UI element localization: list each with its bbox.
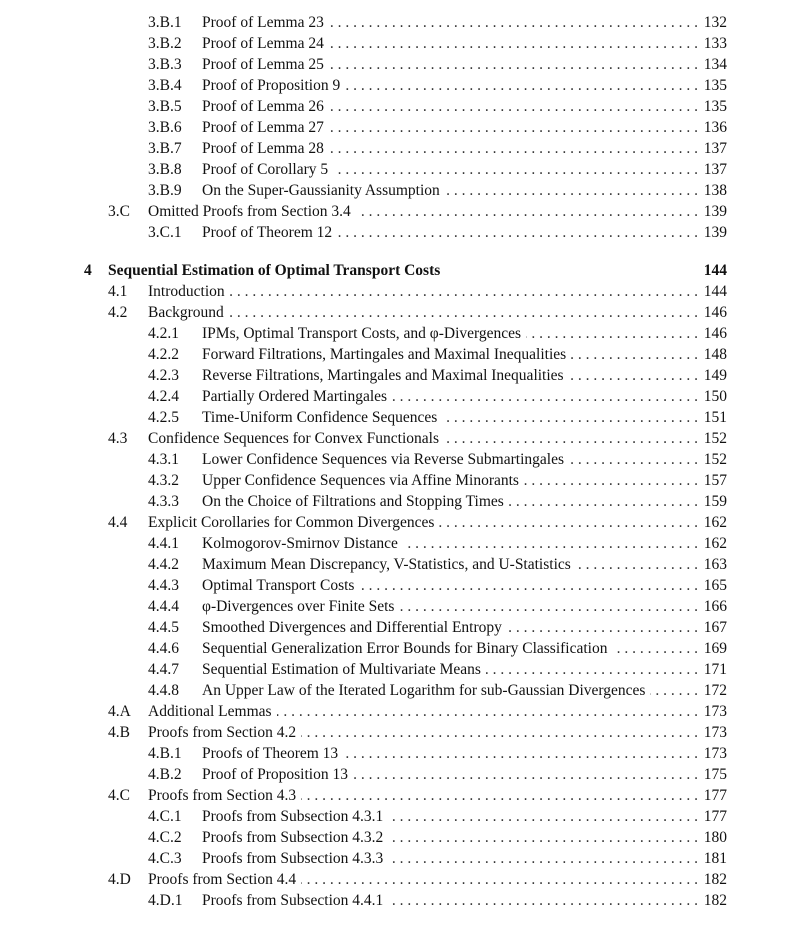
toc-entry-number: 4.4.2: [148, 556, 179, 573]
toc-subsection-entry[interactable]: [0, 365, 798, 386]
toc-entry-title: Proofs from Section 4.4: [148, 869, 301, 890]
toc-entry-title: Proof of Lemma 24: [202, 33, 329, 54]
toc-page-number: 159: [703, 493, 727, 510]
toc-entry-number: 4.2.2: [148, 346, 179, 363]
toc-entry-number: 4.4.6: [148, 640, 179, 657]
toc-section-entry[interactable]: [0, 281, 798, 302]
toc-page-number: 167: [703, 619, 727, 636]
toc-page-number: 173: [703, 703, 727, 720]
toc-page-number: 171: [703, 661, 727, 678]
toc-page-number: 157: [703, 472, 727, 489]
toc-entry-number: 4.D.1: [148, 892, 183, 909]
toc-dot-leader: [148, 302, 698, 323]
toc-entry-title: Proofs from Subsection 4.3.3: [202, 848, 388, 869]
toc-entry-number: 3.C.1: [148, 224, 182, 241]
toc-entry-title: An Upper Law of the Iterated Logarithm for sub-Gaussian Divergences: [202, 680, 650, 701]
toc-page-number: 177: [703, 808, 727, 825]
toc-page-number: 166: [703, 598, 727, 615]
toc-entry-title: Smoothed Divergences and Differential Entropy: [202, 617, 507, 638]
toc-entry-title: On the Super-Gaussianity Assumption: [202, 180, 445, 201]
toc-page-number: 137: [703, 140, 727, 157]
toc-subsection-entry[interactable]: [0, 407, 798, 428]
toc-subsection-entry[interactable]: [0, 33, 798, 54]
toc-section-entry[interactable]: [0, 722, 798, 743]
toc-entry-title: Upper Confidence Sequences via Affine Minorants: [202, 470, 524, 491]
toc-section-entry[interactable]: [0, 701, 798, 722]
toc-entry-number: 4.2.5: [148, 409, 179, 426]
toc-page-number: 135: [703, 77, 727, 94]
toc-entry-title: Proofs from Section 4.2: [148, 722, 301, 743]
toc-page-number: 144: [703, 262, 727, 279]
toc-entry-title: Proofs from Section 4.3: [148, 785, 301, 806]
toc-page-number: 148: [703, 346, 727, 363]
toc-subsection-entry[interactable]: [0, 54, 798, 75]
toc-entry-title: Introduction: [148, 281, 230, 302]
toc-subsection-entry[interactable]: [0, 491, 798, 512]
chapter-gap: [0, 243, 798, 260]
toc-entry-number: 3.B.4: [148, 77, 182, 94]
toc-entry-number: 4.D: [108, 871, 131, 888]
toc-entry-title: Sequential Generalization Error Bounds for Binary Classification: [202, 638, 612, 659]
toc-subsection-entry[interactable]: [0, 827, 798, 848]
toc-section-entry[interactable]: [0, 785, 798, 806]
toc-page-number: 133: [703, 35, 727, 52]
toc-entry-number: 4.3.1: [148, 451, 179, 468]
toc-page-number: 152: [703, 451, 727, 468]
toc-entry-number: 3.B.1: [148, 14, 182, 31]
toc-page-number: 150: [703, 388, 727, 405]
toc-subsection-entry[interactable]: [0, 12, 798, 33]
toc-entry-title: Background: [148, 302, 229, 323]
toc-entry-title: Sequential Estimation of Multivariate Means: [202, 659, 486, 680]
toc-page-number: 162: [703, 514, 727, 531]
toc-subsection-entry[interactable]: [0, 554, 798, 575]
toc-entry-title: On the Choice of Filtrations and Stopping Times: [202, 491, 509, 512]
toc-entry-number: 3.B.5: [148, 98, 182, 115]
toc-entry-title: Omitted Proofs from Section 3.4: [148, 201, 356, 222]
toc-page-number: 138: [703, 182, 727, 199]
toc-page-number: 180: [703, 829, 727, 846]
toc-page-number: 139: [703, 203, 727, 220]
toc-entry-number: 3.B.2: [148, 35, 182, 52]
toc-entry-number: 4.B.1: [148, 745, 182, 762]
toc-subsection-entry[interactable]: [0, 638, 798, 659]
toc-page-number: 163: [703, 556, 727, 573]
toc-entry-number: 4.C: [108, 787, 130, 804]
toc-subsection-entry[interactable]: [0, 117, 798, 138]
toc-entry-number: 4.2: [108, 304, 128, 321]
toc-entry-title: Proof of Corollary 5: [202, 159, 333, 180]
toc-page-number: 146: [703, 304, 727, 321]
toc-subsection-entry[interactable]: [0, 96, 798, 117]
toc-section-entry[interactable]: [0, 302, 798, 323]
toc-entry-title: Proof of Theorem 12: [202, 222, 337, 243]
toc-section-entry[interactable]: [0, 428, 798, 449]
toc-entry-title: Optimal Transport Costs: [202, 575, 359, 596]
toc-subsection-entry[interactable]: [0, 449, 798, 470]
toc-entry-number: 4.4.7: [148, 661, 179, 678]
toc-entry-number: 4.2.1: [148, 325, 179, 342]
toc-block-chapter-3-tail: [0, 12, 798, 243]
toc-entry-number: 4.4: [108, 514, 128, 531]
toc-page-number: 146: [703, 325, 727, 342]
toc-entry-number: 4.2.4: [148, 388, 179, 405]
toc-entry-number: 4.3: [108, 430, 128, 447]
toc-subsection-entry[interactable]: [0, 75, 798, 96]
toc-page-number: 139: [703, 224, 727, 241]
toc-subsection-entry[interactable]: [0, 659, 798, 680]
toc-subsection-entry[interactable]: [0, 680, 798, 701]
toc-subsection-entry[interactable]: [0, 470, 798, 491]
toc-page-number: 172: [703, 682, 727, 699]
toc-subsection-entry[interactable]: [0, 764, 798, 785]
toc-entry-title: Proof of Lemma 23: [202, 12, 329, 33]
toc-dot-leader: [148, 281, 698, 302]
toc-entry-number: 3.C: [108, 203, 130, 220]
toc-subsection-entry[interactable]: [0, 180, 798, 201]
toc-page-number: 137: [703, 161, 727, 178]
toc-entry-number: 4.C.3: [148, 850, 182, 867]
toc-page-number: 175: [703, 766, 727, 783]
toc-entry-number: 4.B.2: [148, 766, 182, 783]
toc-page-number: 173: [703, 745, 727, 762]
toc-entry-title: Lower Confidence Sequences via Reverse Submartingales: [202, 449, 569, 470]
toc-entry-title: Proofs from Subsection 4.3.1: [202, 806, 388, 827]
toc-entry-title: Proof of Proposition 9: [202, 75, 345, 96]
toc-subsection-entry[interactable]: [0, 344, 798, 365]
toc-block-chapter-4: [0, 260, 798, 911]
toc-entry-number: 4.B: [108, 724, 130, 741]
toc-page-number: 177: [703, 787, 727, 804]
toc-entry-number: 4.4.8: [148, 682, 179, 699]
toc-subsection-entry[interactable]: [0, 533, 798, 554]
toc-subsection-entry[interactable]: [0, 596, 798, 617]
toc-entry-number: 3.B.9: [148, 182, 182, 199]
toc-subsection-entry[interactable]: [0, 890, 798, 911]
toc-subsection-entry[interactable]: [0, 138, 798, 159]
toc-entry-title: IPMs, Optimal Transport Costs, and φ-Divergences: [202, 323, 526, 344]
toc-entry-title: Additional Lemmas: [148, 701, 277, 722]
toc-page-number: 169: [703, 640, 727, 657]
toc-entry-number: 3.B.7: [148, 140, 182, 157]
table-of-contents: [0, 12, 798, 911]
toc-page-number: 173: [703, 724, 727, 741]
toc-page-number: 144: [703, 283, 727, 300]
toc-subsection-entry[interactable]: [0, 159, 798, 180]
toc-page-number: 136: [703, 119, 727, 136]
toc-entry-title: Sequential Estimation of Optimal Transport Costs: [108, 260, 445, 281]
toc-entry-number: 4.4.4: [148, 598, 179, 615]
toc-entry-title: Proofs from Subsection 4.3.2: [202, 827, 388, 848]
toc-page-number: 135: [703, 98, 727, 115]
toc-entry-number: 4.C.1: [148, 808, 182, 825]
toc-entry-title: Proof of Lemma 25: [202, 54, 329, 75]
toc-entry-number: 4.4.5: [148, 619, 179, 636]
toc-entry-title: Reverse Filtrations, Martingales and Maximal Inequalities: [202, 365, 569, 386]
toc-section-entry[interactable]: [0, 512, 798, 533]
toc-entry-number: 4.C.2: [148, 829, 182, 846]
toc-entry-title: Forward Filtrations, Martingales and Maximal Inequalities: [202, 344, 571, 365]
toc-page-number: 152: [703, 430, 727, 447]
toc-subsection-entry[interactable]: [0, 806, 798, 827]
toc-entry-number: 3.B.8: [148, 161, 182, 178]
toc-page-number: 162: [703, 535, 727, 552]
toc-section-entry[interactable]: [0, 201, 798, 222]
toc-entry-number: 3.B.3: [148, 56, 182, 73]
toc-entry-number: 4.A: [108, 703, 131, 720]
toc-entry-title: φ-Divergences over Finite Sets: [202, 596, 399, 617]
toc-subsection-entry[interactable]: [0, 323, 798, 344]
toc-entry-title: Proof of Lemma 28: [202, 138, 329, 159]
toc-chapter-entry[interactable]: [0, 260, 798, 281]
toc-entry-title: Time-Uniform Confidence Sequences: [202, 407, 442, 428]
toc-entry-number: 4: [84, 262, 92, 279]
toc-entry-title: Partially Ordered Martingales: [202, 386, 392, 407]
toc-page-number: 134: [703, 56, 727, 73]
toc-page-number: 165: [703, 577, 727, 594]
toc-entry-number: 4.1: [108, 283, 128, 300]
toc-entry-title: Proof of Lemma 27: [202, 117, 329, 138]
toc-entry-title: Proofs of Theorem 13: [202, 743, 343, 764]
toc-page-number: 132: [703, 14, 727, 31]
toc-entry-number: 4.3.3: [148, 493, 179, 510]
toc-subsection-entry[interactable]: [0, 222, 798, 243]
toc-subsection-entry[interactable]: [0, 848, 798, 869]
toc-section-entry[interactable]: [0, 869, 798, 890]
toc-subsection-entry[interactable]: [0, 617, 798, 638]
toc-entry-number: 3.B.6: [148, 119, 182, 136]
toc-entry-number: 4.3.2: [148, 472, 179, 489]
toc-entry-title: Proof of Lemma 26: [202, 96, 329, 117]
toc-entry-title: Maximum Mean Discrepancy, V-Statistics, and U-Statistics: [202, 554, 576, 575]
toc-subsection-entry[interactable]: [0, 386, 798, 407]
toc-entry-title: Kolmogorov-Smirnov Distance: [202, 533, 403, 554]
toc-entry-title: Proof of Proposition 13: [202, 764, 353, 785]
toc-entry-number: 4.4.1: [148, 535, 179, 552]
toc-page-number: 182: [703, 892, 727, 909]
toc-entry-number: 4.2.3: [148, 367, 179, 384]
toc-subsection-entry[interactable]: [0, 575, 798, 596]
toc-subsection-entry[interactable]: [0, 743, 798, 764]
toc-entry-title: Explicit Corollaries for Common Divergences: [148, 512, 439, 533]
toc-page-number: 182: [703, 871, 727, 888]
toc-entry-title: Proofs from Subsection 4.4.1: [202, 890, 388, 911]
toc-entry-title: Confidence Sequences for Convex Functionals: [148, 428, 444, 449]
toc-page-number: 149: [703, 367, 727, 384]
toc-page-number: 181: [703, 850, 727, 867]
toc-page-number: 151: [703, 409, 727, 426]
toc-entry-number: 4.4.3: [148, 577, 179, 594]
